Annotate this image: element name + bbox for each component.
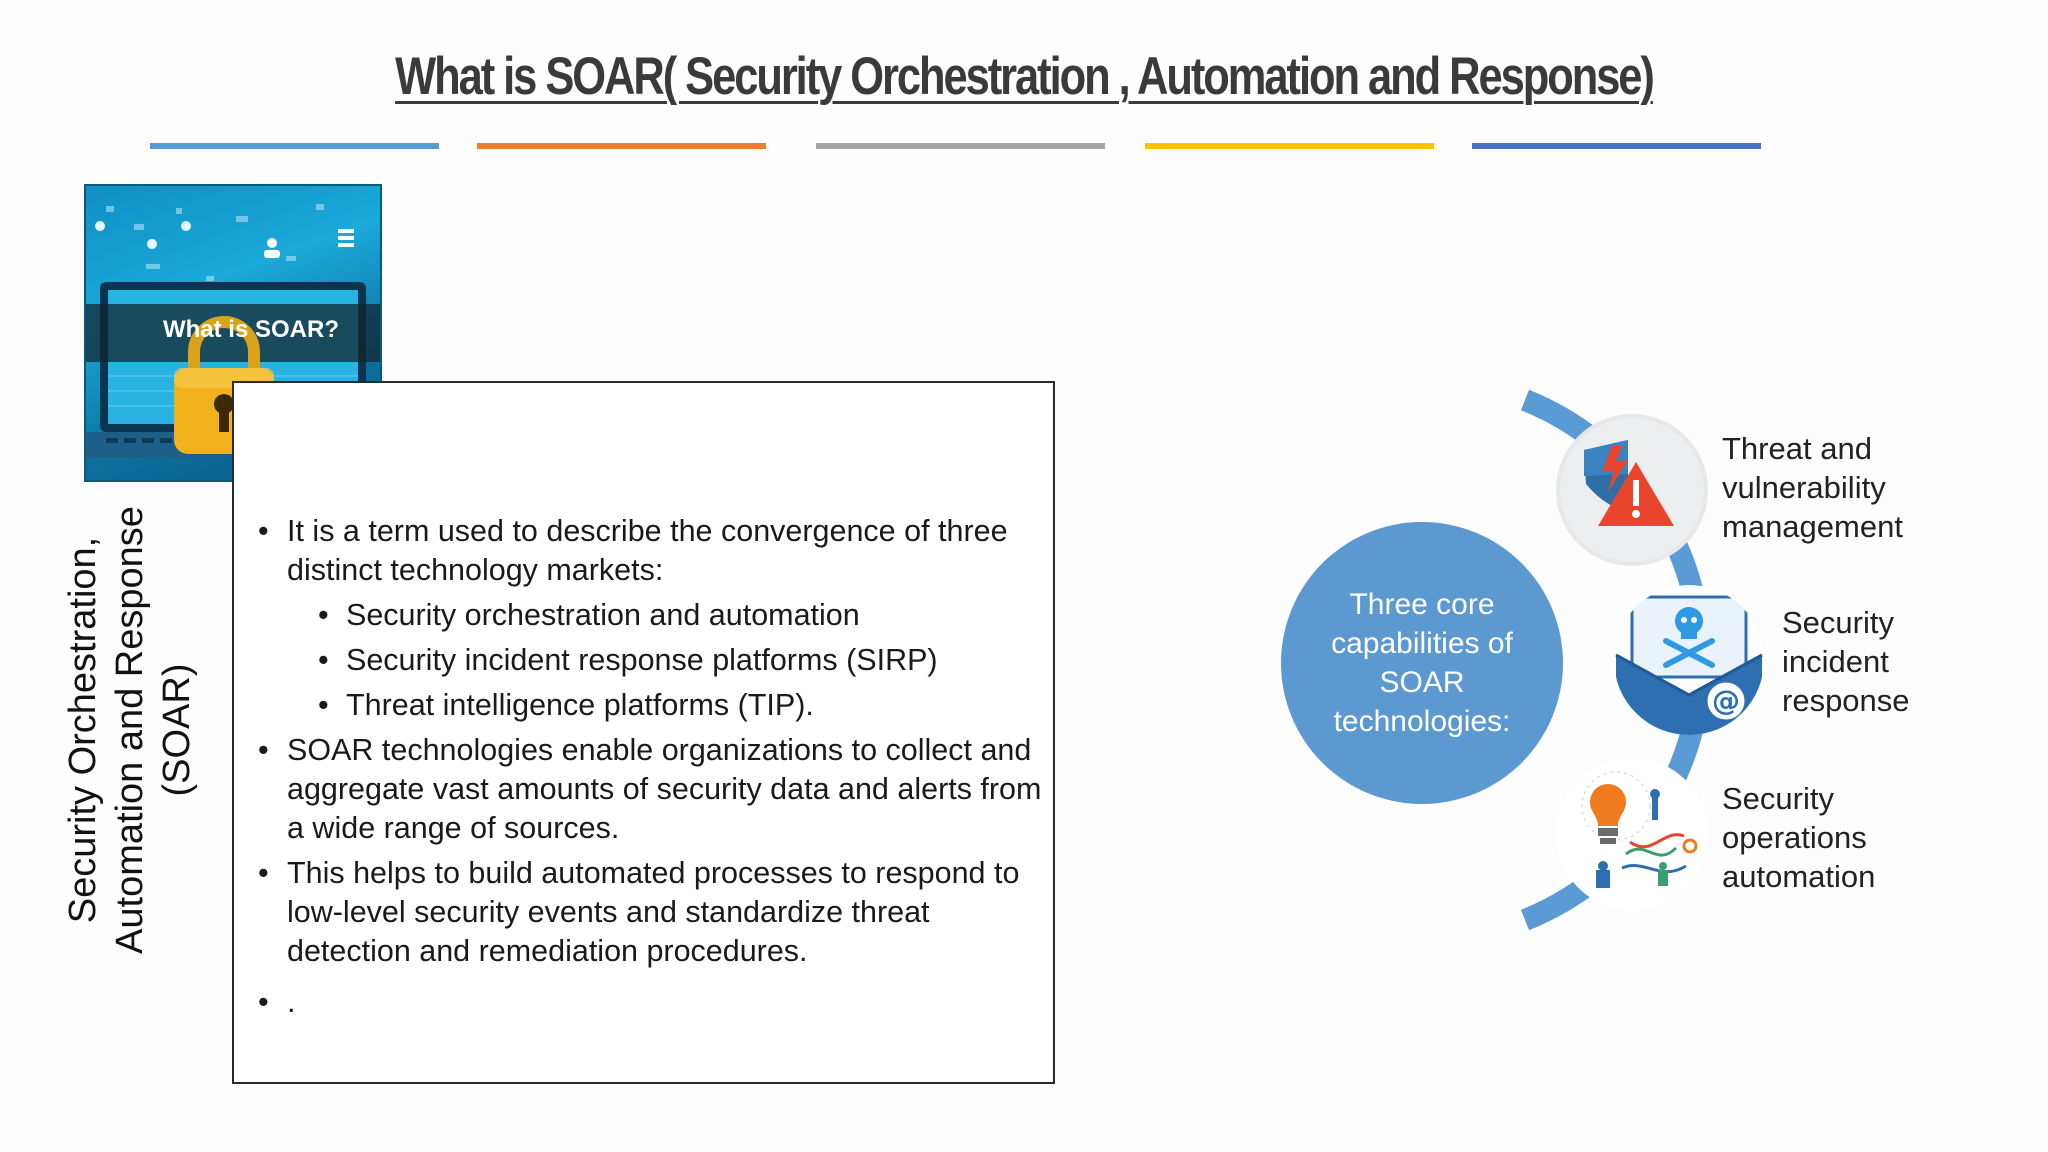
vertical-title-line: Automation and Response xyxy=(109,506,151,954)
sub-bullet-item: • Security orchestration and automation xyxy=(287,596,1046,635)
thumbnail-caption: What is SOAR? xyxy=(162,316,339,343)
automation-lightbulb-icon xyxy=(1556,758,1708,910)
capability-label-incident: Security incident response xyxy=(1782,605,1910,718)
capability-label-automation: Security operations automation xyxy=(1722,781,1876,894)
center-circle xyxy=(1281,522,1563,804)
vertical-title-line: (SOAR) xyxy=(156,663,198,797)
sub-bullet-item: • Security incident response platforms (SIRP) xyxy=(287,641,1046,680)
shield-warning-icon xyxy=(1556,414,1708,566)
bullet-text: . xyxy=(287,985,296,1019)
malware-email-icon xyxy=(1614,585,1764,735)
svg-text:@: @ xyxy=(1712,684,1740,717)
bullet-text: This helps to build automated processes to respond to low-level security events and standardize threat detection and remediation procedures. xyxy=(287,856,1020,968)
vertical-title-line: Security Orchestration, xyxy=(62,536,104,924)
bullet-text: It is a term used to describe the convergence of three distinct technology markets: xyxy=(287,514,1008,587)
sub-bullet-item: • Threat intelligence platforms (TIP). xyxy=(287,686,1046,725)
page-title: What is SOAR( Security Orchestration , Automation and Response) xyxy=(395,47,1653,106)
center-circle-text: Three core capabilities of SOAR technologies: xyxy=(1331,588,1513,738)
capability-label-threat: Threat and vulnerability management xyxy=(1722,431,1903,544)
bullet-text: SOAR technologies enable organizations to collect and aggregate vast amounts of security data and alerts from a wide range of sources. xyxy=(287,733,1042,845)
